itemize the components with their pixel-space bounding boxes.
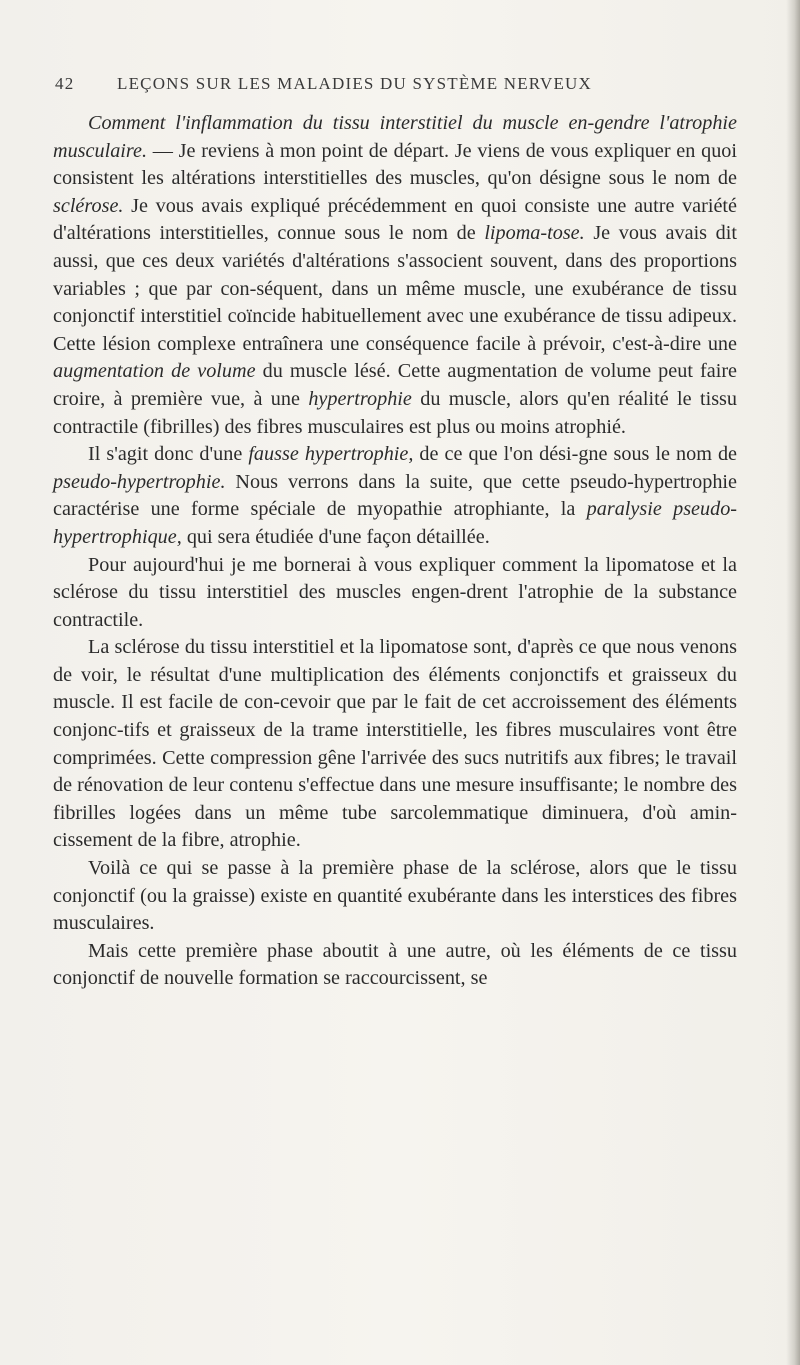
- body-text: [53, 110, 737, 993]
- text-run: La sclérose du tissu interstitiel et la lipomatose sont, d'après ce que nous venons de voir, le résultat d'une multiplication des éléments conjonctifs et graisseux du muscle. Il est facile de con-cevoir que par le fait de cet accroissement des éléments conjonc-tifs et graisseux de la trame interstitielle, les fibres musculaires vont être comprimées. Cette compression gêne l'arrivée des sucs nutritifs aux fibres; le travail de rénovation de leur contenu s'effectue dans une mesure insuffisante; le nombre des fibrilles logées dans un même tube sarcolemmatique diminuera, d'où amin-cissement de la fibre, atrophie.: [53, 636, 737, 852]
- italic-term: pseudo-hypertrophie.: [53, 470, 226, 493]
- text-run: Je vous avais expliqué précédemment en quoi consiste une autre variété d'altérations interstitielles, connue sous le nom de: [53, 194, 737, 245]
- text-run: Voilà ce qui se passe à la première phase de la sclérose, alors que le tissu conjonctif (ou la graisse) existe en quantité exubérante dans les interstices des fibres musculaires.: [53, 857, 737, 935]
- page-edge-shadow: [786, 0, 800, 1365]
- page-number: 42: [55, 74, 75, 93]
- running-title: LEÇONS SUR LES MALADIES DU SYSTÈME NERVEUX: [117, 74, 593, 93]
- italic-term: sclérose.: [53, 194, 124, 217]
- italic-term: hypertrophie: [308, 387, 412, 410]
- italic-term: augmentation de volume: [53, 360, 256, 383]
- text-run: Il s'agit donc d'une: [88, 443, 249, 466]
- paragraph: [53, 552, 737, 635]
- paragraph: [53, 110, 737, 441]
- text-run: de ce que l'on dési-gne sous le nom de: [413, 443, 738, 466]
- paragraph: [53, 634, 737, 855]
- text-run: du muscle lésé. Cette augmentation de volume peut faire croire, à première vue, à une: [53, 360, 737, 410]
- text-run: Pour aujourd'hui je me bornerai à vous expliquer comment la lipomatose et la sclérose du tissu interstitiel des muscles engen-drent l'atrophie de la substance contractile.: [53, 553, 737, 631]
- text-run: Nous verrons dans la suite, que cette pseudo-hypertrophie caractérise une forme spéciale de myopathie atrophiante, la: [53, 470, 737, 521]
- text-run: Je vous avais dit aussi, que ces deux variétés d'altérations s'associent souvent, dans des proportions variables ; que par con-séquent, dans un même muscle, une exubérance de tissu conjonctif interstitiel coïncide habituellement avec une exubérance de tissu adipeux. Cette lésion complexe entraînera une conséquence facile à prévoir, c'est-à-dire une: [53, 222, 737, 355]
- text-run: du muscle, alors qu'en réalité le tissu contractile (fibrilles) des fibres musculaires est plus ou moins atrophié.: [53, 387, 738, 438]
- text-run: — Je reviens à mon point de départ. Je viens de vous expliquer en quoi consistent les altérations interstitielles des muscles, qu'on désigne sous le nom de: [53, 139, 737, 190]
- italic-term: Comment l'inflammation du tissu interstitiel du muscle en-gendre l'atrophie musculaire.: [53, 112, 737, 162]
- text-run: Mais cette première phase aboutit à une autre, où les éléments de ce tissu conjonctif de nouvelle formation se raccourcissent, se: [53, 939, 737, 990]
- paragraph: [53, 441, 737, 551]
- italic-term: paralysie pseudo-hypertrophique,: [53, 498, 738, 548]
- italic-term: fausse hypertrophie,: [248, 443, 414, 466]
- italic-term: lipoma-tose.: [484, 222, 585, 245]
- paragraph: [53, 938, 737, 993]
- paragraph: [53, 855, 737, 938]
- text-run: qui sera étudiée d'une façon détaillée.: [181, 525, 490, 548]
